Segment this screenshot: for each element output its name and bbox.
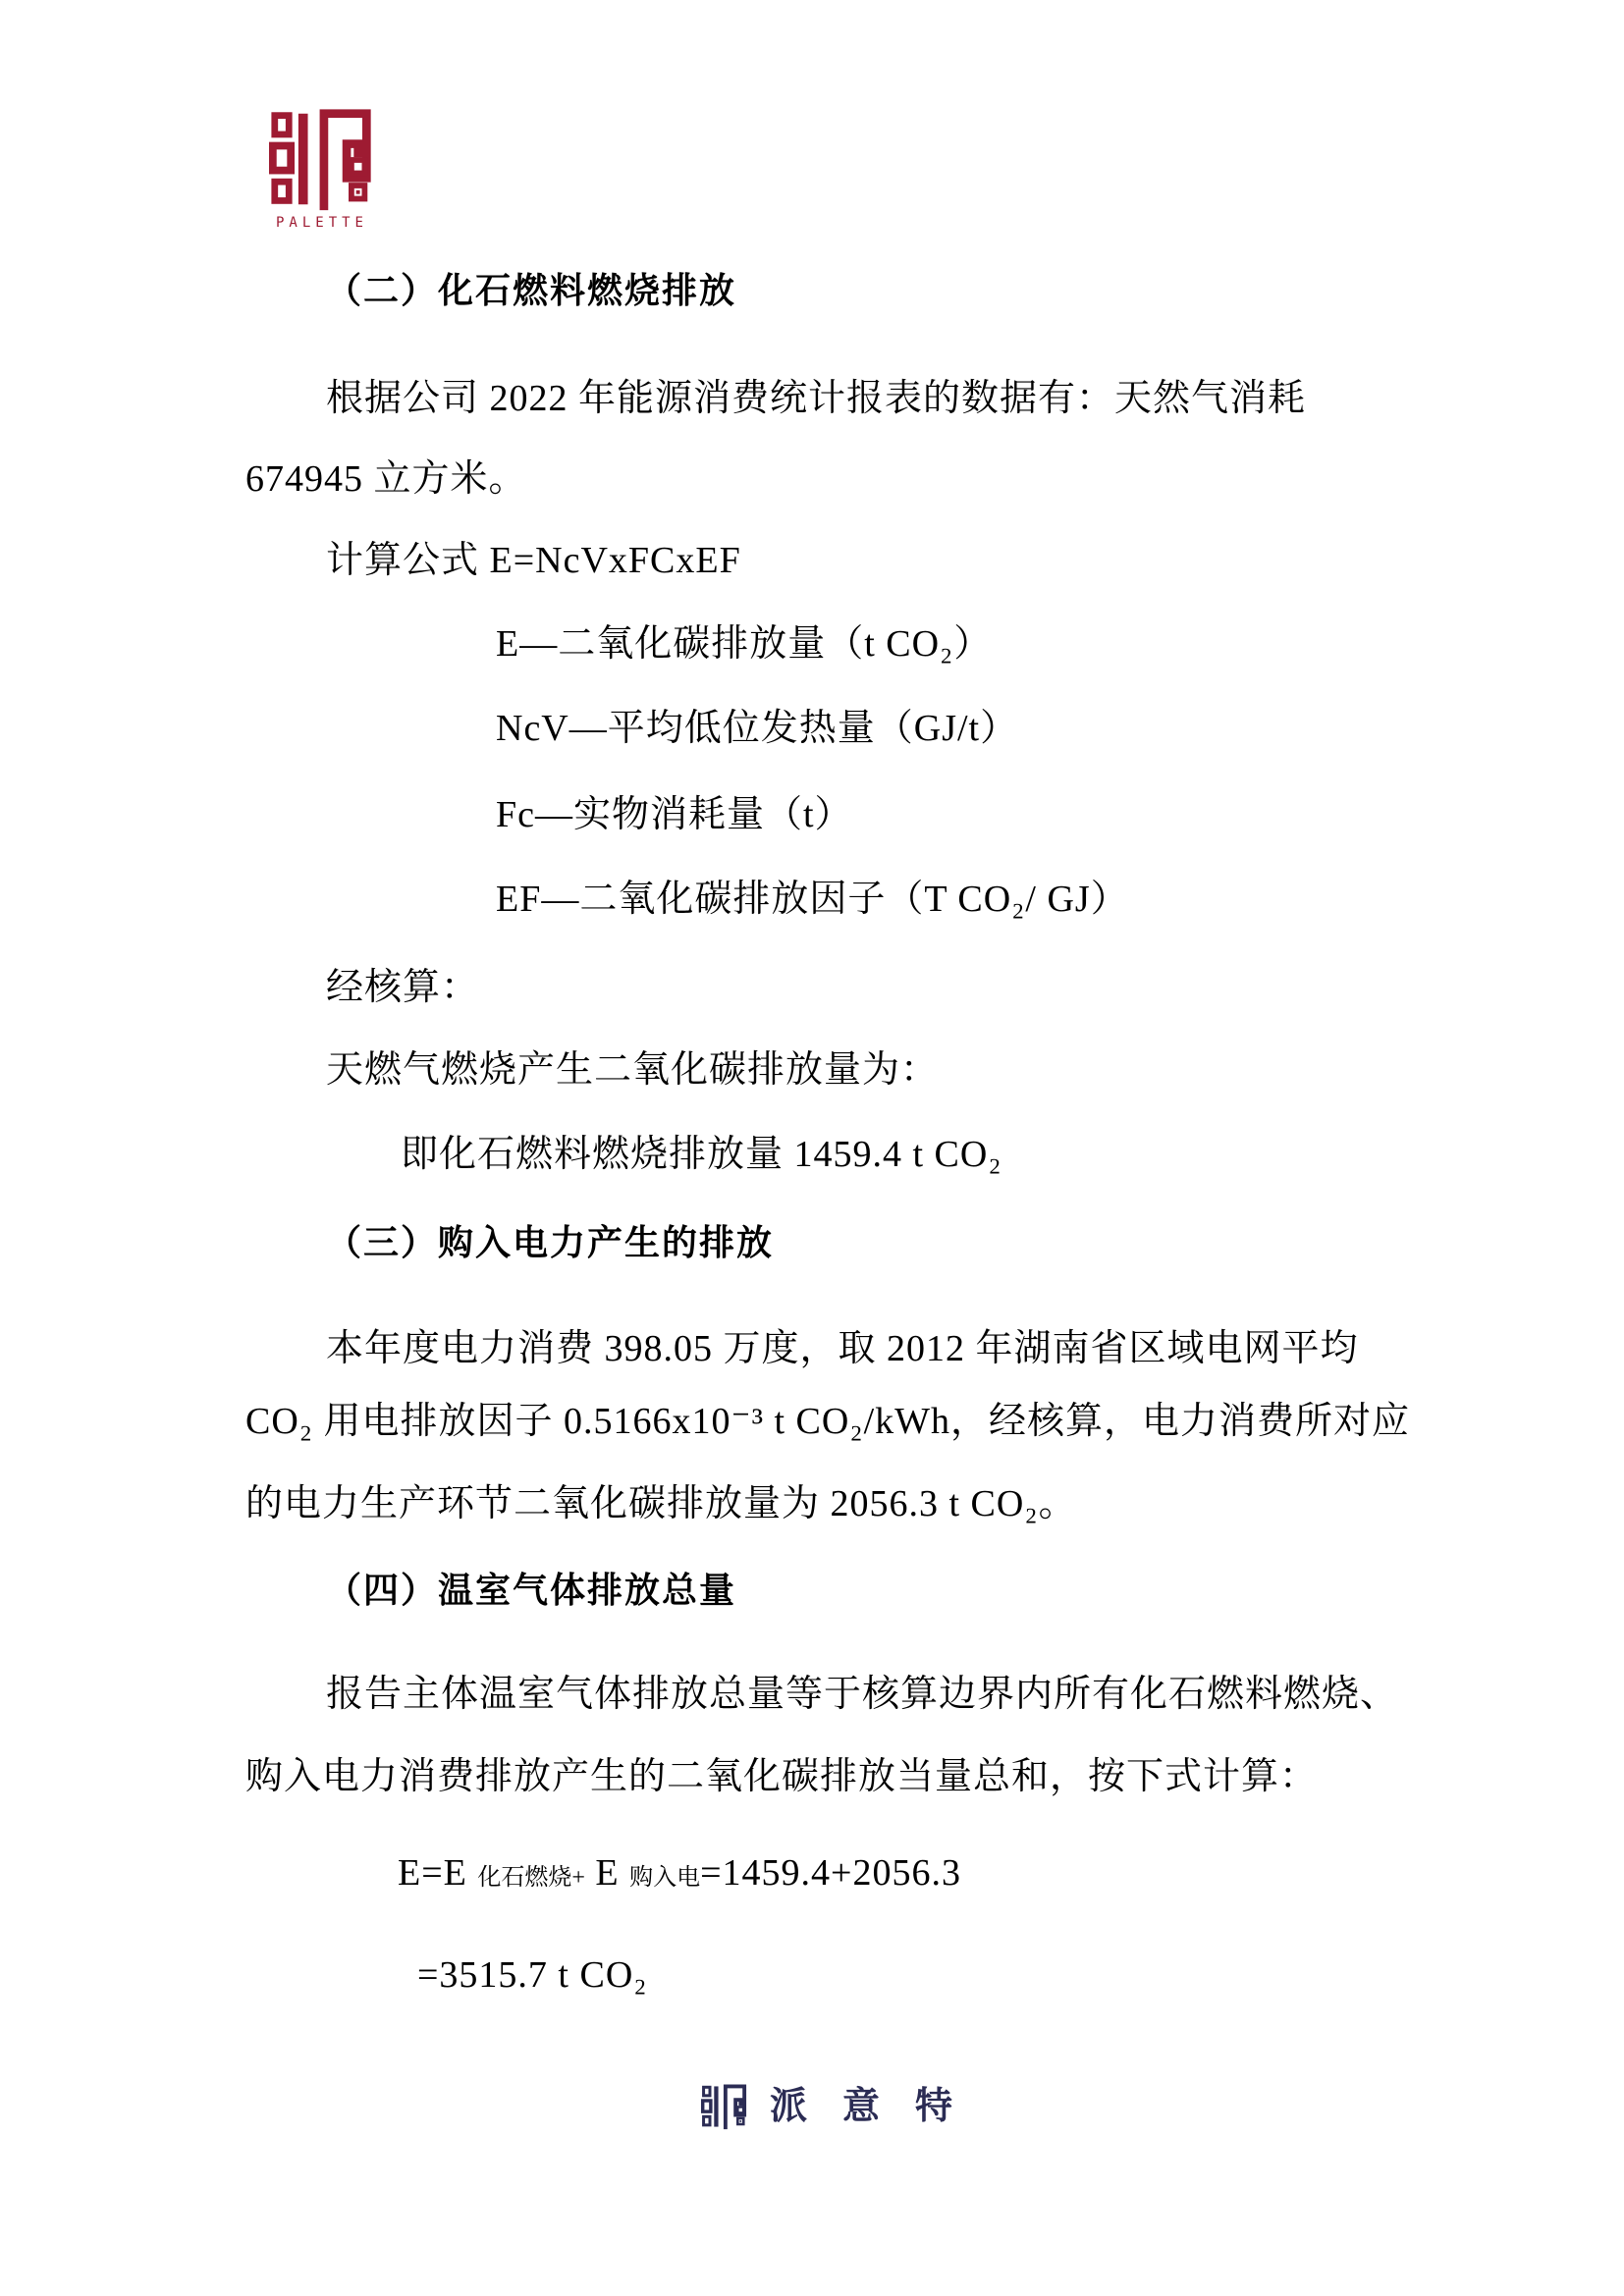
- formula-e-term: E=E: [398, 1852, 478, 1894]
- section3-line1: 本年度电力消费 398.05 万度，取 2012 年湖南省区域电网平均: [326, 1328, 1359, 1369]
- definition-ef: EF—二氧化碳排放因子（T CO₂/ GJ）: [496, 879, 1129, 920]
- total-emission-formula: [398, 1853, 961, 1895]
- section2-heading: （二）化石燃料燃烧排放: [326, 270, 737, 310]
- footer-brand-text: 派意特: [770, 2086, 989, 2127]
- paiyite-logo-icon: [701, 2081, 748, 2132]
- gas-result-intro: 天燃气燃烧产生二氧化碳排放量为：: [326, 1049, 940, 1091]
- formula-values: =1459.4+2056.3: [700, 1852, 961, 1894]
- definition-e: E—二氧化碳排放量（t CO₂）: [496, 623, 993, 665]
- section2-paragraph-line1: 根据公司 2022 年能源消费统计报表的数据有：天然气消耗: [326, 378, 1307, 419]
- section4-line2: 购入电力消费排放产生的二氧化碳排放当量总和，按下式计算：: [245, 1756, 1319, 1797]
- gas-result-value: 即化石燃料燃烧排放量 1459.4 t CO₂: [401, 1134, 1002, 1175]
- formula-subscript-fossil: 化石燃烧+: [477, 1865, 585, 1891]
- formula-subscript-power: 购入电: [629, 1865, 701, 1891]
- definition-ncv: NcV—平均低位发热量（GJ/t）: [496, 708, 1019, 749]
- footer-brand: [701, 2081, 988, 2132]
- section4-line1: 报告主体温室气体排放总量等于核算边界内所有化石燃料燃烧、: [326, 1674, 1399, 1715]
- after-calculation-label: 经核算：: [326, 967, 480, 1008]
- total-emission-result: =3515.7 t CO₂: [417, 1954, 648, 1996]
- section3-line2: CO₂ 用电排放因子 0.5166x10⁻³ t CO₂/kWh，经核算，电力消费所对应: [245, 1401, 1411, 1442]
- section4-heading: （四）温室气体排放总量: [326, 1570, 737, 1610]
- section3-heading: （三）购入电力产生的排放: [326, 1222, 775, 1262]
- definition-fc: Fc—实物消耗量（t）: [496, 794, 853, 835]
- section3-line3: 的电力生产环节二氧化碳排放量为 2056.3 t CO₂。: [245, 1483, 1077, 1524]
- palette-logo-text: PALETTE: [275, 215, 368, 231]
- palette-logo: [268, 106, 376, 231]
- section2-paragraph-line2: 674945 立方米。: [245, 458, 527, 500]
- formula-intro: 计算公式 E=NcVxFCxEF: [326, 540, 741, 581]
- palette-logo-icon: [269, 106, 375, 212]
- formula-e-term2: E: [584, 1852, 630, 1894]
